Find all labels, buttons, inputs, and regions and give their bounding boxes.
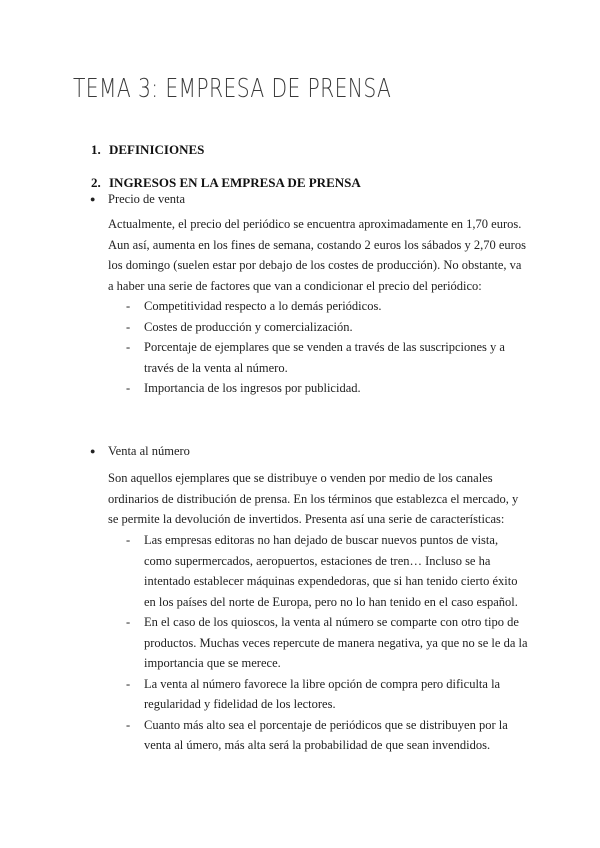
precio-paragraph: Actualmente, el precio del periódico se encuentra aproximadamente en 1,70 euros. Aun así, aumenta en los fines de semana, costando 2 euros los sábados y 2,70 euros los domingo (suelen estar por debajo de los costes de producción). No obstante, va a haber una serie de factores que van a condicionar el precio del periódico: [108, 217, 526, 293]
bullet-label: Venta al número [108, 444, 190, 458]
list-item: - En el caso de los quioscos, la venta al número se comparte con otro tipo de productos. Muchas veces repercute de manera negativa, ya que no se le da la importancia que se merece. [126, 612, 528, 674]
list-item: - Porcentaje de ejemplares que se venden a través de las suscripciones y a través de la venta al número. [126, 337, 528, 378]
bullet-icon: ● [90, 446, 96, 456]
section-title: DEFINICIONES [109, 142, 205, 157]
section-title: INGRESOS EN LA EMPRESA DE PRENSA [109, 175, 361, 190]
list-item: - Costes de producción y comercialización. [126, 317, 528, 338]
page-title: TEMA 3: EMPRESA DE PRENSA [73, 74, 392, 104]
venta-paragraph: Son aquellos ejemplares que se distribuye o venden por medio de los canales ordinarios de distribución de prensa. En los términos que establezca el mercado, y se permite la devolución de invertidos. Presenta así una serie de características: [108, 471, 519, 526]
list-item: - La venta al número favorece la libre opción de compra pero dificulta la regularidad y fidelidad de los lectores. [126, 674, 528, 715]
section-heading-ingresos [91, 175, 361, 191]
list-item: - Las empresas editoras no han dejado de buscar nuevos puntos de vista, como supermercados, aeropuertos, estaciones de tren… Incluso se ha intentado establecer máquinas expendedoras, que si han tenido cierto éxito en los países del norte de Europa, pero no lo han tenido en el caso español. [126, 530, 528, 612]
section-number: 1. [91, 142, 101, 157]
venta-characteristics-list [126, 530, 528, 756]
section-number: 2. [91, 175, 101, 190]
section-heading-definiciones [91, 142, 204, 158]
bullet-precio-de-venta [90, 192, 185, 207]
list-item: - Importancia de los ingresos por publicidad. [126, 378, 528, 399]
precio-factors-list [126, 296, 528, 399]
bullet-label: Precio de venta [108, 192, 186, 206]
list-item: - Competitividad respecto a lo demás periódicos. [126, 296, 528, 317]
bullet-venta-al-numero [90, 444, 190, 459]
list-item: - Cuanto más alto sea el porcentaje de periódicos que se distribuyen por la venta al úmero, más alta será la probabilidad de que sean invendidos. [126, 715, 528, 756]
bullet-icon: ● [90, 194, 96, 204]
